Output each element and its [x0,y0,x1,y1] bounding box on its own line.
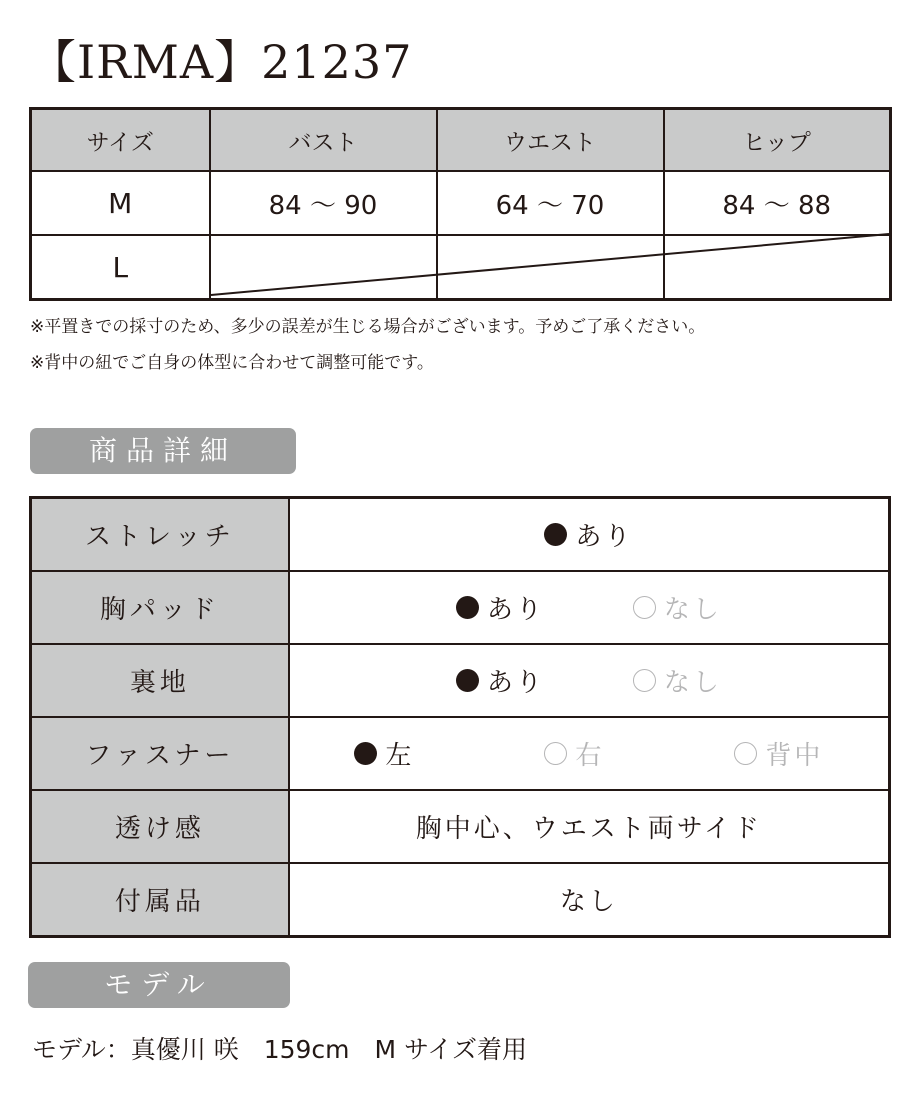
size-header-bust: バスト [210,109,437,172]
detail-value-sheer: 胸中心、ウエスト両サイド [289,790,890,863]
bust-pad-option-no: なし [633,589,722,626]
stretch-option-yes: あり [544,516,633,553]
detail-row-stretch [31,498,890,572]
detail-row-fastener [31,717,890,790]
size-m-waist: 64 〜 70 [437,171,664,235]
size-l-hip [664,235,891,300]
lining-option-no: なし [633,662,722,699]
detail-value-accessories: なし [289,863,890,937]
size-table [29,107,892,301]
filled-circle-icon [544,523,567,546]
size-note-adjustable: ※背中の紐でご自身の体型に合わせて調整可能です。 [30,353,434,373]
section-header-model: モデル [28,962,290,1008]
size-row-m [31,171,891,235]
size-l-waist [437,235,664,300]
size-l-bust [210,235,437,300]
detail-row-bust-pad [31,571,890,644]
size-header-size: サイズ [31,109,210,172]
size-header-waist: ウエスト [437,109,664,172]
detail-row-lining [31,644,890,717]
detail-label-fastener: ファスナー [31,717,289,790]
detail-label-lining: 裏地 [31,644,289,717]
empty-circle-icon [633,596,656,619]
size-m-hip: 84 〜 88 [664,171,891,235]
size-table-header-row [31,109,891,172]
section-header-product-details: 商品詳細 [30,428,296,474]
size-table-container [29,107,891,297]
detail-label-bust-pad: 胸パッド [31,571,289,644]
filled-circle-icon [456,669,479,692]
bust-pad-option-yes: あり [456,589,545,626]
empty-circle-icon [734,742,757,765]
filled-circle-icon [456,596,479,619]
lining-option-yes: あり [456,662,545,699]
size-header-hip: ヒップ [664,109,891,172]
fastener-option-left: 左 [354,735,414,772]
detail-label-accessories: 付属品 [31,863,289,937]
fastener-option-back: 背中 [734,735,823,772]
empty-circle-icon [633,669,656,692]
size-label-m: M [31,171,210,235]
detail-row-sheer [31,790,890,863]
detail-label-sheer: 透け感 [31,790,289,863]
size-row-l [31,235,891,300]
size-m-bust: 84 〜 90 [210,171,437,235]
fastener-option-right: 右 [544,735,604,772]
product-detail-table [29,496,891,938]
size-label-l: L [31,235,210,300]
detail-label-stretch: ストレッチ [31,498,289,572]
empty-circle-icon [544,742,567,765]
model-info: モデル：真優川 咲 159cm M サイズ着用 [32,1035,528,1064]
filled-circle-icon [354,742,377,765]
size-note-measurement: ※平置きでの採寸のため、多少の誤差が生じる場合がございます。予めご了承ください。 [30,317,706,337]
detail-row-accessories [31,863,890,937]
page-title: 【IRMA】21237 [30,35,413,89]
